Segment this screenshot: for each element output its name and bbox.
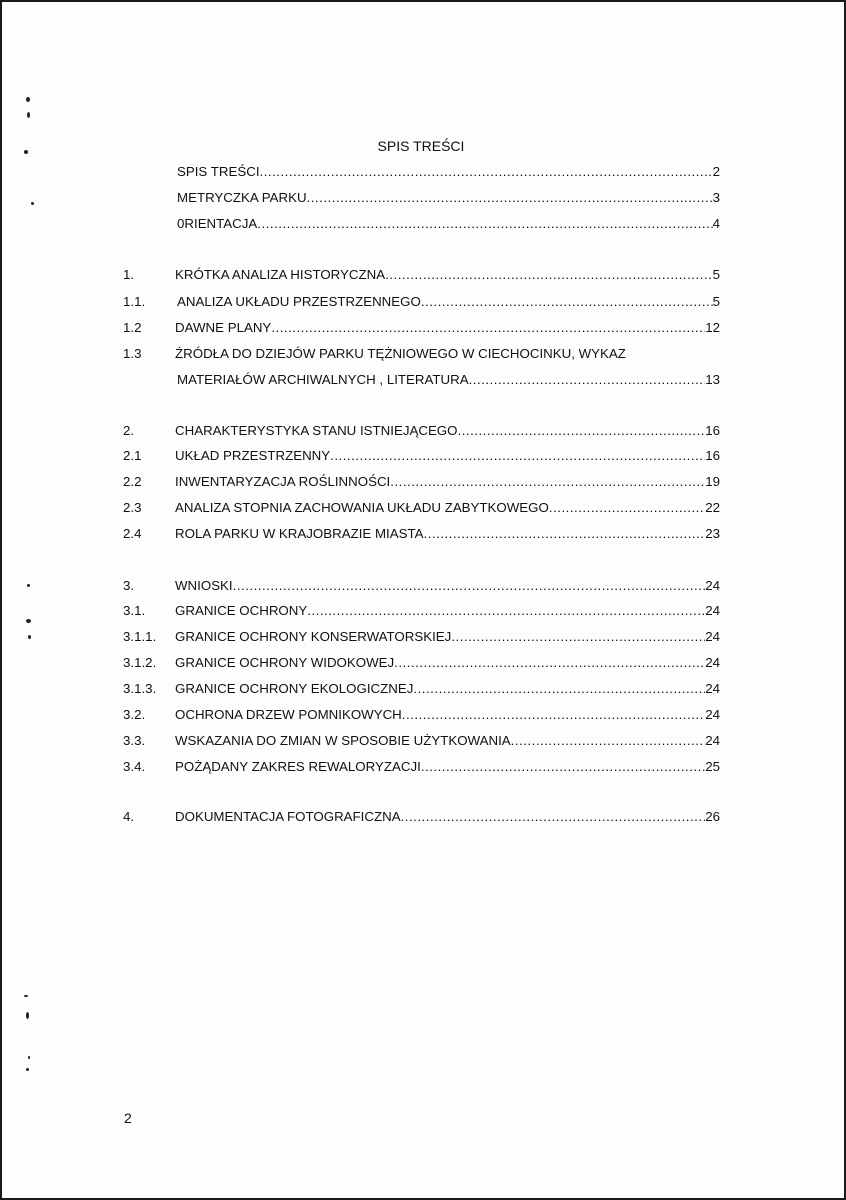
dot-leader bbox=[257, 215, 712, 233]
toc-entry bbox=[2, 266, 846, 284]
scan-speck bbox=[31, 202, 34, 205]
toc-entry bbox=[2, 215, 846, 233]
dot-leader bbox=[458, 422, 706, 440]
dot-leader bbox=[260, 163, 713, 181]
dot-leader bbox=[233, 577, 706, 595]
section-number: 3.2. bbox=[123, 707, 146, 722]
dot-leader bbox=[402, 706, 705, 724]
entry-page: 16 bbox=[705, 423, 720, 438]
dot-leader bbox=[549, 499, 705, 517]
dot-leader bbox=[394, 654, 705, 672]
section-number: 2. bbox=[123, 423, 135, 438]
toc-entry bbox=[2, 654, 846, 672]
dot-leader bbox=[401, 808, 706, 826]
entry-text: MATERIAŁÓW ARCHIWALNYCH , LITERATURA bbox=[177, 372, 469, 387]
section-number: 1.2 bbox=[123, 320, 142, 335]
section-number: 1.1. bbox=[123, 294, 146, 309]
toc-entry bbox=[2, 628, 846, 646]
scan-speck bbox=[27, 584, 30, 587]
dot-leader bbox=[330, 447, 705, 465]
scan-speck bbox=[26, 1068, 29, 1071]
toc-entry bbox=[2, 163, 846, 181]
entry-text: INWENTARYZACJA ROŚLINNOŚCI bbox=[175, 474, 391, 489]
toc-title bbox=[2, 138, 846, 154]
entry-page: 12 bbox=[705, 320, 720, 335]
section-number: 3.1.3. bbox=[123, 681, 157, 696]
section-number: 4. bbox=[123, 809, 135, 824]
entry-text: ANALIZA UKŁADU PRZESTRZENNEGO bbox=[177, 294, 421, 309]
entry-text: METRYCZKA PARKU bbox=[177, 190, 307, 205]
dot-leader bbox=[421, 758, 705, 776]
entry-page: 5 bbox=[712, 294, 720, 309]
entry-page: 19 bbox=[705, 474, 720, 489]
section-number: 3.1.2. bbox=[123, 655, 157, 670]
dot-leader bbox=[469, 371, 706, 389]
section-number: 3.1. bbox=[123, 603, 146, 618]
scan-speck bbox=[26, 619, 31, 623]
entry-page: 23 bbox=[705, 526, 720, 541]
dot-leader bbox=[390, 473, 705, 491]
entry-page: 2 bbox=[712, 164, 720, 179]
entry-text: KRÓTKA ANALIZA HISTORYCZNA bbox=[175, 267, 386, 282]
entry-text: ŹRÓDŁA DO DZIEJÓW PARKU TĘŻNIOWEGO W CIECHOCINKU, WYKAZ bbox=[175, 346, 626, 361]
dot-leader bbox=[385, 266, 712, 284]
dot-leader bbox=[307, 189, 713, 207]
toc-entry bbox=[2, 371, 846, 389]
toc-entry bbox=[2, 319, 846, 337]
toc-entry bbox=[2, 680, 846, 698]
scan-speck bbox=[28, 635, 31, 639]
dot-leader bbox=[451, 628, 705, 646]
entry-text: CHARAKTERYSTYKA STANU ISTNIEJĄCEGO bbox=[175, 423, 458, 438]
entry-text: 0RIENTACJA bbox=[177, 216, 258, 231]
toc-title-text: SPIS TREŚCI bbox=[377, 138, 465, 154]
entry-text: DOKUMENTACJA FOTOGRAFICZNA bbox=[175, 809, 401, 824]
entry-text: POŻĄDANY ZAKRES REWALORYZACJI bbox=[175, 759, 421, 774]
entry-text: WSKAZANIA DO ZMIAN W SPOSOBIE UŻYTKOWANIA bbox=[175, 733, 511, 748]
entry-text: GRANICE OCHRONY bbox=[175, 603, 308, 618]
entry-page: 26 bbox=[705, 809, 720, 824]
dot-leader bbox=[413, 680, 705, 698]
entry-page: 5 bbox=[712, 267, 720, 282]
scan-speck bbox=[28, 1056, 30, 1059]
scan-speck bbox=[26, 1012, 29, 1019]
scan-speck bbox=[26, 97, 30, 102]
section-number: 1. bbox=[123, 267, 135, 282]
entry-page: 24 bbox=[705, 603, 720, 618]
entry-text: DAWNE PLANY bbox=[175, 320, 272, 335]
entry-page: 24 bbox=[705, 733, 720, 748]
entry-text: WNIOSKI bbox=[175, 578, 233, 593]
section-number: 3.3. bbox=[123, 733, 146, 748]
section-number: 2.2 bbox=[123, 474, 142, 489]
scan-speck bbox=[24, 995, 28, 997]
toc-entry bbox=[2, 706, 846, 724]
entry-text: GRANICE OCHRONY KONSERWATORSKIEJ bbox=[175, 629, 452, 644]
toc-entry bbox=[2, 345, 846, 363]
entry-page: 3 bbox=[712, 190, 720, 205]
section-number: 1.3 bbox=[123, 346, 142, 361]
section-number: 3.4. bbox=[123, 759, 146, 774]
entry-text: ANALIZA STOPNIA ZACHOWANIA UKŁADU ZABYTKOWEGO bbox=[175, 500, 549, 515]
toc-entry bbox=[2, 422, 846, 440]
page-number: 2 bbox=[124, 1110, 132, 1126]
entry-text: GRANICE OCHRONY EKOLOGICZNEJ bbox=[175, 681, 414, 696]
entry-text: UKŁAD PRZESTRZENNY bbox=[175, 448, 331, 463]
dot-leader bbox=[511, 732, 706, 750]
section-number: 2.4 bbox=[123, 526, 142, 541]
toc-entry bbox=[2, 293, 846, 311]
entry-page: 24 bbox=[705, 707, 720, 722]
entry-text: SPIS TREŚCI bbox=[177, 164, 260, 179]
toc-entry bbox=[2, 577, 846, 595]
entry-page: 25 bbox=[705, 759, 720, 774]
scan-speck bbox=[24, 150, 28, 154]
dot-leader bbox=[271, 319, 705, 337]
section-number: 3. bbox=[123, 578, 135, 593]
entry-page: 24 bbox=[705, 655, 720, 670]
section-number: 3.1.1. bbox=[123, 629, 157, 644]
entry-page: 24 bbox=[705, 681, 720, 696]
entry-page: 22 bbox=[705, 500, 720, 515]
entry-page: 24 bbox=[705, 629, 720, 644]
entry-page: 13 bbox=[705, 372, 720, 387]
toc-entry bbox=[2, 499, 846, 517]
entry-text: OCHRONA DRZEW POMNIKOWYCH bbox=[175, 707, 402, 722]
toc-entry bbox=[2, 447, 846, 465]
section-number: 2.3 bbox=[123, 500, 142, 515]
toc-entry bbox=[2, 473, 846, 491]
toc-entry bbox=[2, 602, 846, 620]
scan-speck bbox=[27, 112, 30, 118]
entry-text: GRANICE OCHRONY WIDOKOWEJ bbox=[175, 655, 395, 670]
toc-entry bbox=[2, 525, 846, 543]
toc-entry bbox=[2, 808, 846, 826]
entry-page: 16 bbox=[705, 448, 720, 463]
entry-page: 4 bbox=[712, 216, 720, 231]
toc-entry bbox=[2, 732, 846, 750]
section-number: 2.1 bbox=[123, 448, 142, 463]
toc-entry bbox=[2, 189, 846, 207]
toc-entry bbox=[2, 758, 846, 776]
dot-leader bbox=[421, 293, 713, 311]
entry-text: ROLA PARKU W KRAJOBRAZIE MIASTA bbox=[175, 526, 424, 541]
dot-leader bbox=[424, 525, 706, 543]
entry-page: 24 bbox=[705, 578, 720, 593]
dot-leader bbox=[307, 602, 705, 620]
